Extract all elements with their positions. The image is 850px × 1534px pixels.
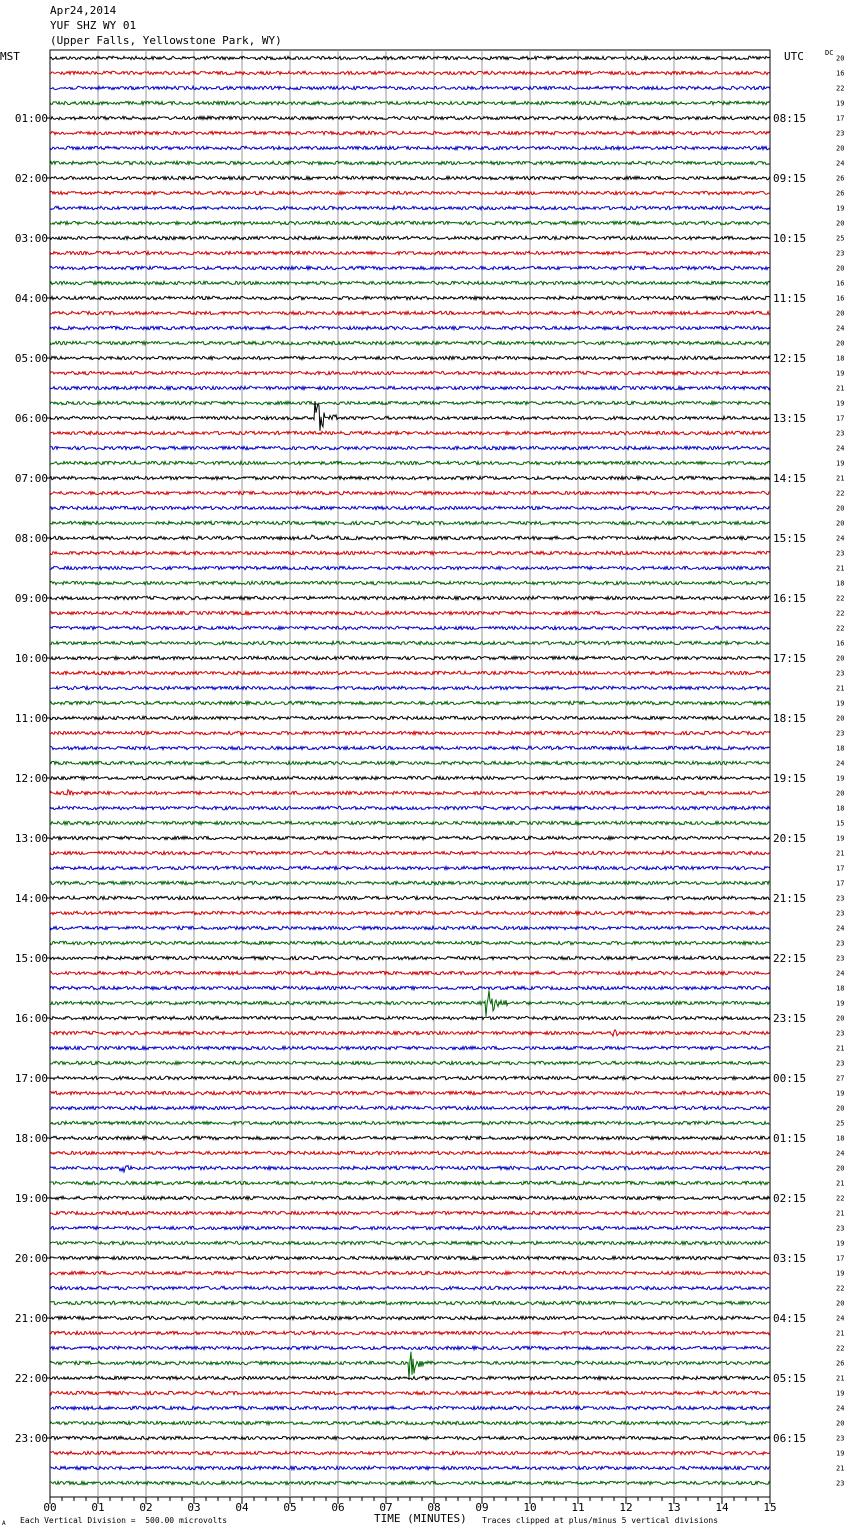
- trace-49: [50, 790, 770, 795]
- trace-32: [50, 535, 770, 540]
- left-hour-label: 20:00: [14, 1252, 48, 1265]
- x-tick-label: 07: [379, 1501, 393, 1514]
- dc-offset-56: 23: [836, 894, 845, 903]
- dc-offset-71: 25: [836, 1119, 845, 1128]
- trace-4: [50, 116, 770, 119]
- trace-22: [50, 386, 770, 389]
- right-hour-label: 22:15: [773, 952, 807, 965]
- dc-offset-95: 23: [836, 1479, 845, 1488]
- x-tick-label: 02: [139, 1501, 153, 1514]
- left-hour-label: 01:00: [14, 112, 48, 125]
- right-hour-label: 13:15: [773, 412, 807, 425]
- left-hour-label: 15:00: [14, 952, 48, 965]
- dc-offset-1: 16: [836, 69, 845, 78]
- dc-offset-94: 21: [836, 1464, 845, 1473]
- dc-offset-66: 21: [836, 1044, 845, 1053]
- trace-92: [50, 1436, 770, 1439]
- trace-24: [50, 401, 770, 431]
- dc-offset-84: 24: [836, 1314, 845, 1323]
- dc-offset-86: 22: [836, 1344, 845, 1353]
- x-tick-label: 06: [331, 1501, 345, 1514]
- dc-offset-53: 21: [836, 849, 845, 858]
- dc-offset-61: 24: [836, 969, 845, 978]
- trace-77: [50, 1211, 770, 1214]
- trace-43: [50, 701, 770, 704]
- trace-55: [50, 881, 770, 884]
- dc-offset-79: 19: [836, 1239, 845, 1248]
- trace-18: [50, 326, 770, 329]
- left-hour-label: 14:00: [14, 892, 48, 905]
- trace-11: [50, 221, 770, 224]
- x-tick-label: 12: [619, 1501, 633, 1514]
- right-hour-label: 14:15: [773, 472, 807, 485]
- right-hour-label: 17:15: [773, 652, 807, 665]
- right-timezone-label: UTC: [784, 50, 804, 63]
- dc-offset-62: 18: [836, 984, 845, 993]
- right-hour-label: 06:15: [773, 1432, 807, 1445]
- dc-offset-64: 20: [836, 1014, 845, 1023]
- right-hour-label: 15:15: [773, 532, 807, 545]
- dc-offset-69: 19: [836, 1089, 845, 1098]
- dc-offset-39: 16: [836, 639, 845, 648]
- dc-offset-81: 19: [836, 1269, 845, 1278]
- dc-offset-67: 23: [836, 1059, 845, 1068]
- trace-67: [50, 1061, 770, 1064]
- trace-19: [50, 341, 770, 344]
- left-hour-label: 10:00: [14, 652, 48, 665]
- trace-30: [50, 506, 770, 509]
- dc-offset-24: 17: [836, 414, 845, 423]
- left-hour-label: 09:00: [14, 592, 48, 605]
- dc-offset-32: 24: [836, 534, 845, 543]
- trace-25: [50, 431, 770, 434]
- trace-45: [50, 731, 770, 734]
- dc-offset-85: 21: [836, 1329, 845, 1338]
- left-hour-label: 19:00: [14, 1192, 48, 1205]
- x-tick-label: 13: [667, 1501, 681, 1514]
- dc-offset-8: 26: [836, 174, 845, 183]
- trace-89: [50, 1391, 770, 1394]
- trace-1: [50, 71, 770, 74]
- trace-48: [50, 776, 770, 779]
- dc-offset-0: 20: [836, 54, 845, 63]
- dc-offset-83: 20: [836, 1299, 845, 1308]
- dc-offset-93: 19: [836, 1449, 845, 1458]
- dc-offset-31: 20: [836, 519, 845, 528]
- trace-63: [50, 991, 770, 1017]
- dc-offset-92: 23: [836, 1434, 845, 1443]
- dc-offset-13: 23: [836, 249, 845, 258]
- left-hour-label: 22:00: [14, 1372, 48, 1385]
- dc-offset-55: 17: [836, 879, 845, 888]
- dc-offset-51: 15: [836, 819, 845, 828]
- trace-15: [50, 281, 770, 284]
- dc-offset-58: 24: [836, 924, 845, 933]
- trace-9: [50, 191, 770, 194]
- dc-offset-19: 20: [836, 339, 845, 348]
- footer-marker: A: [2, 1520, 6, 1527]
- trace-14: [50, 266, 770, 269]
- trace-54: [50, 866, 770, 869]
- dc-offset-44: 20: [836, 714, 845, 723]
- trace-59: [50, 941, 770, 944]
- right-hour-label: 16:15: [773, 592, 807, 605]
- x-tick-label: 04: [235, 1501, 249, 1514]
- left-hour-label: 08:00: [14, 532, 48, 545]
- dc-offset-47: 24: [836, 759, 845, 768]
- x-tick-label: 14: [715, 1501, 729, 1514]
- trace-0: [50, 56, 770, 59]
- trace-56: [50, 896, 770, 899]
- right-hour-label: 03:15: [773, 1252, 807, 1265]
- trace-12: [50, 236, 770, 239]
- left-hour-label: 07:00: [14, 472, 48, 485]
- dc-offset-14: 20: [836, 264, 845, 273]
- trace-21: [50, 371, 770, 374]
- dc-offset-25: 23: [836, 429, 845, 438]
- trace-85: [50, 1331, 770, 1334]
- dc-offset-4: 17: [836, 114, 845, 123]
- right-hour-label: 01:15: [773, 1132, 807, 1145]
- trace-33: [50, 551, 770, 554]
- trace-68: [50, 1076, 770, 1079]
- dc-offset-21: 19: [836, 369, 845, 378]
- dc-offset-35: 18: [836, 579, 845, 588]
- dc-offset-22: 21: [836, 384, 845, 393]
- left-hour-label: 06:00: [14, 412, 48, 425]
- trace-44: [50, 716, 770, 719]
- x-tick-label: 05: [283, 1501, 297, 1514]
- trace-79: [50, 1241, 770, 1244]
- trace-42: [50, 686, 770, 689]
- right-hour-label: 02:15: [773, 1192, 807, 1205]
- trace-74: [50, 1166, 770, 1172]
- trace-51: [50, 821, 770, 824]
- right-hour-label: 19:15: [773, 772, 807, 785]
- dc-offset-30: 20: [836, 504, 845, 513]
- trace-57: [50, 911, 770, 914]
- dc-label: DC: [825, 49, 834, 57]
- trace-41: [50, 671, 770, 674]
- dc-offset-28: 21: [836, 474, 845, 483]
- x-tick-label: 01: [91, 1501, 105, 1514]
- dc-offset-17: 20: [836, 309, 845, 318]
- left-hour-label: 12:00: [14, 772, 48, 785]
- dc-offset-63: 19: [836, 999, 845, 1008]
- dc-offset-60: 23: [836, 954, 845, 963]
- trace-64: [50, 1016, 770, 1019]
- left-timezone-label: MST: [0, 50, 20, 63]
- trace-82: [50, 1286, 770, 1289]
- dc-offset-37: 22: [836, 609, 845, 618]
- left-hour-label: 02:00: [14, 172, 48, 185]
- trace-5: [50, 131, 770, 134]
- right-hour-label: 00:15: [773, 1072, 807, 1085]
- dc-offset-54: 17: [836, 864, 845, 873]
- trace-26: [50, 446, 770, 449]
- dc-offset-15: 16: [836, 279, 845, 288]
- right-hour-label: 10:15: [773, 232, 807, 245]
- dc-offset-90: 24: [836, 1404, 845, 1413]
- dc-offset-29: 22: [836, 489, 845, 498]
- dc-offset-7: 24: [836, 159, 845, 168]
- dc-offset-18: 24: [836, 324, 845, 333]
- right-hour-label: 23:15: [773, 1012, 807, 1025]
- dc-offset-38: 22: [836, 624, 845, 633]
- dc-offset-82: 22: [836, 1284, 845, 1293]
- trace-6: [50, 146, 770, 149]
- dc-offset-91: 20: [836, 1419, 845, 1428]
- trace-87: [50, 1352, 770, 1379]
- trace-35: [50, 581, 770, 584]
- station-location: (Upper Falls, Yellowstone Park, WY): [50, 34, 282, 47]
- right-hour-label: 09:15: [773, 172, 807, 185]
- trace-10: [50, 206, 770, 209]
- left-hour-label: 11:00: [14, 712, 48, 725]
- dc-offset-49: 20: [836, 789, 845, 798]
- left-hour-label: 17:00: [14, 1072, 48, 1085]
- trace-36: [50, 596, 770, 599]
- trace-83: [50, 1301, 770, 1304]
- x-tick-label: 09: [475, 1501, 489, 1514]
- x-tick-label: 08: [427, 1501, 441, 1514]
- trace-66: [50, 1046, 770, 1049]
- dc-offset-52: 19: [836, 834, 845, 843]
- dc-offset-46: 18: [836, 744, 845, 753]
- trace-28: [50, 476, 770, 479]
- trace-13: [50, 251, 770, 254]
- right-hour-label: 05:15: [773, 1372, 807, 1385]
- x-tick-label: 10: [523, 1501, 537, 1514]
- trace-88: [50, 1376, 770, 1379]
- plot-date: Apr24,2014: [50, 4, 117, 17]
- scale-note: Each Vertical Division = 500.00 microvolts: [20, 1516, 228, 1525]
- dc-offset-70: 20: [836, 1104, 845, 1113]
- trace-62: [50, 986, 770, 989]
- dc-offset-76: 22: [836, 1194, 845, 1203]
- trace-27: [50, 461, 770, 464]
- dc-offset-57: 23: [836, 909, 845, 918]
- trace-86: [50, 1346, 770, 1349]
- dc-offset-80: 17: [836, 1254, 845, 1263]
- trace-7: [50, 161, 770, 164]
- dc-offset-12: 25: [836, 234, 845, 243]
- trace-52: [50, 836, 770, 839]
- trace-37: [50, 611, 770, 614]
- dc-offset-5: 23: [836, 129, 845, 138]
- trace-34: [50, 566, 770, 569]
- trace-58: [50, 926, 770, 929]
- dc-offset-10: 19: [836, 204, 845, 213]
- x-tick-label: 00: [43, 1501, 57, 1514]
- trace-84: [50, 1316, 770, 1319]
- trace-65: [50, 1030, 770, 1036]
- x-tick-label: 11: [571, 1501, 585, 1514]
- trace-72: [50, 1136, 770, 1139]
- trace-60: [50, 956, 770, 959]
- right-hour-label: 21:15: [773, 892, 807, 905]
- dc-offset-75: 21: [836, 1179, 845, 1188]
- trace-3: [50, 101, 770, 104]
- trace-20: [50, 356, 770, 359]
- dc-offset-34: 21: [836, 564, 845, 573]
- dc-offset-20: 18: [836, 354, 845, 363]
- right-hour-label: 08:15: [773, 112, 807, 125]
- dc-offset-77: 21: [836, 1209, 845, 1218]
- trace-61: [50, 971, 770, 974]
- dc-offset-78: 23: [836, 1224, 845, 1233]
- trace-2: [50, 86, 770, 89]
- left-hour-label: 03:00: [14, 232, 48, 245]
- trace-95: [50, 1481, 770, 1484]
- x-tick-label: 15: [763, 1501, 777, 1514]
- dc-offset-65: 23: [836, 1029, 845, 1038]
- trace-40: [50, 656, 770, 659]
- trace-69: [50, 1091, 770, 1094]
- dc-offset-2: 22: [836, 84, 845, 93]
- trace-23: [50, 401, 770, 404]
- right-hour-label: 20:15: [773, 832, 807, 845]
- trace-93: [50, 1451, 770, 1454]
- dc-offset-16: 16: [836, 294, 845, 303]
- dc-offset-33: 23: [836, 549, 845, 558]
- right-hour-label: 11:15: [773, 292, 807, 305]
- left-hour-label: 13:00: [14, 832, 48, 845]
- trace-8: [50, 176, 770, 179]
- dc-offset-11: 20: [836, 219, 845, 228]
- dc-offset-72: 18: [836, 1134, 845, 1143]
- trace-17: [50, 311, 770, 314]
- dc-offset-45: 23: [836, 729, 845, 738]
- left-hour-label: 04:00: [14, 292, 48, 305]
- trace-39: [50, 641, 770, 644]
- dc-offset-73: 24: [836, 1149, 845, 1158]
- trace-53: [50, 851, 770, 854]
- trace-75: [50, 1181, 770, 1184]
- right-hour-label: 04:15: [773, 1312, 807, 1325]
- station-code: YUF SHZ WY 01: [50, 19, 137, 32]
- right-hour-label: 12:15: [773, 352, 807, 365]
- trace-73: [50, 1151, 770, 1154]
- trace-38: [50, 626, 770, 629]
- trace-29: [50, 491, 770, 494]
- dc-offset-27: 19: [836, 459, 845, 468]
- dc-offset-6: 20: [836, 144, 845, 153]
- left-hour-label: 16:00: [14, 1012, 48, 1025]
- clip-note: Traces clipped at plus/minus 5 vertical divisions: [482, 1516, 719, 1525]
- dc-offset-9: 26: [836, 189, 845, 198]
- trace-46: [50, 746, 770, 749]
- x-tick-label: 03: [187, 1501, 201, 1514]
- dc-offset-3: 19: [836, 99, 845, 108]
- dc-offset-41: 23: [836, 669, 845, 678]
- x-axis-label: TIME (MINUTES): [374, 1512, 467, 1525]
- trace-81: [50, 1271, 770, 1274]
- dc-offset-89: 19: [836, 1389, 845, 1398]
- dc-offset-87: 26: [836, 1359, 845, 1368]
- dc-offset-88: 21: [836, 1374, 845, 1383]
- left-hour-label: 05:00: [14, 352, 48, 365]
- dc-offset-50: 18: [836, 804, 845, 813]
- trace-70: [50, 1106, 770, 1109]
- dc-offset-23: 19: [836, 399, 845, 408]
- dc-offset-36: 22: [836, 594, 845, 603]
- left-hour-label: 18:00: [14, 1132, 48, 1145]
- trace-94: [50, 1466, 770, 1469]
- trace-16: [50, 296, 770, 299]
- right-hour-label: 18:15: [773, 712, 807, 725]
- dc-offset-59: 23: [836, 939, 845, 948]
- dc-offset-68: 27: [836, 1074, 845, 1083]
- trace-71: [50, 1121, 770, 1124]
- dc-offset-42: 21: [836, 684, 845, 693]
- trace-91: [50, 1421, 770, 1424]
- trace-80: [50, 1256, 770, 1259]
- trace-47: [50, 761, 770, 764]
- trace-76: [50, 1196, 770, 1199]
- left-hour-label: 23:00: [14, 1432, 48, 1445]
- left-hour-label: 21:00: [14, 1312, 48, 1325]
- dc-offset-40: 20: [836, 654, 845, 663]
- trace-90: [50, 1406, 770, 1409]
- trace-31: [50, 521, 770, 524]
- trace-78: [50, 1226, 770, 1229]
- dc-offset-43: 19: [836, 699, 845, 708]
- dc-offset-48: 19: [836, 774, 845, 783]
- dc-offset-26: 24: [836, 444, 845, 453]
- trace-50: [50, 806, 770, 809]
- dc-offset-74: 20: [836, 1164, 845, 1173]
